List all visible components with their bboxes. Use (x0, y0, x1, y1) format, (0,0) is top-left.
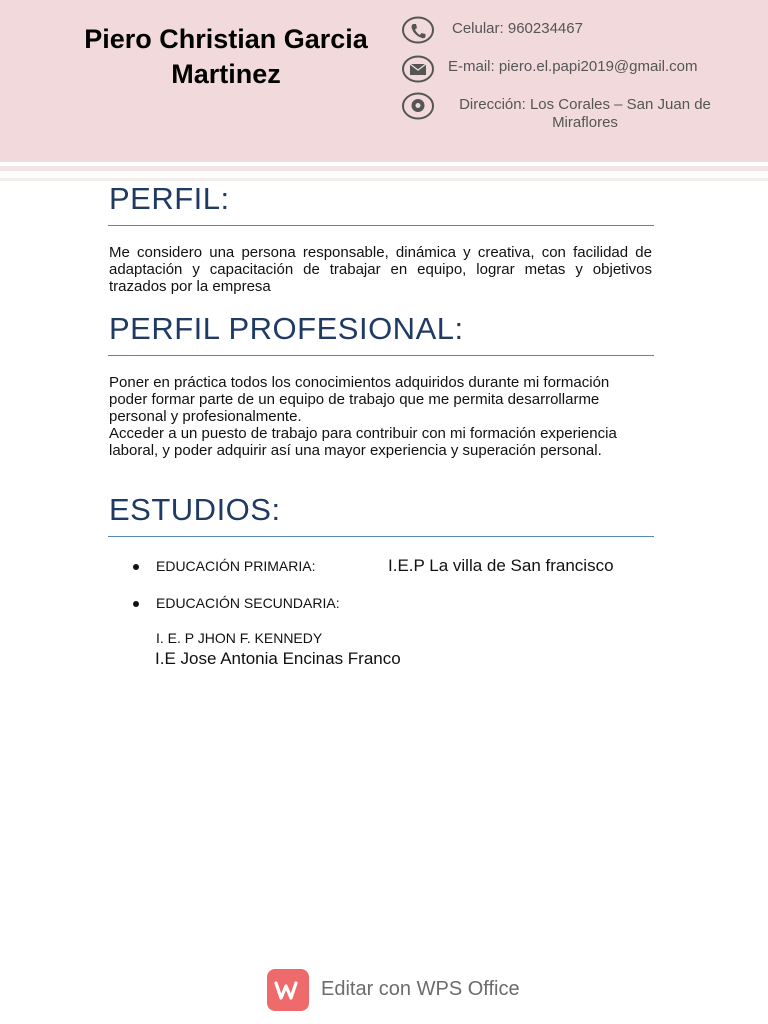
bullet-icon (133, 564, 139, 570)
section-rule (108, 355, 654, 356)
applicant-name (66, 22, 386, 92)
perfil-profesional-text (109, 374, 639, 459)
email-text: E-mail: piero.el.papi2019@gmail.com (448, 58, 698, 75)
education-secundaria-school-2: I.E Jose Antonia Encinas Franco (155, 649, 401, 668)
phone-icon (402, 16, 434, 44)
wps-edit-text: Editar con WPS Office (321, 978, 520, 1000)
section-title-perfil-profesional: PERFIL PROFESIONAL: (109, 311, 464, 346)
section-title-perfil: PERFIL: (109, 181, 230, 216)
name-line-1: Piero Christian Garcia (84, 24, 368, 54)
education-secundaria-label: EDUCACIÓN SECUNDARIA: (156, 595, 340, 611)
education-secundaria-school-1: I. E. P JHON F. KENNEDY (156, 630, 323, 646)
address-text: Dirección: Los Corales – San Juan de Miraflores (459, 96, 711, 131)
location-icon (402, 92, 434, 120)
section-rule (108, 225, 654, 226)
education-primaria-school: I.E.P La villa de San francisco (388, 556, 614, 575)
mail-icon (402, 55, 434, 83)
perfil-profesional-text-2: Acceder a un puesto de trabajo para contribuir con mi formación experiencia laboral, y poder adquirir así una mayor experiencia y superación personal. (109, 425, 617, 459)
wps-logo-icon (267, 969, 309, 1011)
divider-stripe (0, 166, 768, 171)
name-line-2: Martinez (171, 59, 281, 89)
education-primaria-label: EDUCACIÓN PRIMARIA: (156, 558, 316, 574)
bullet-icon (133, 601, 139, 607)
perfil-profesional-text-1: Poner en práctica todos los conocimientos adquiridos durante mi formación poder formar parte de un equipo de trabajo que me permita desarrollarme personal y profesionalmente. (109, 374, 610, 425)
phone-text: Celular: 960234467 (452, 20, 583, 37)
wps-edit-banner[interactable] (267, 969, 547, 1011)
section-rule (108, 536, 654, 537)
perfil-text: Me considero una persona responsable, dinámica y creativa, con facilidad de adaptación y capacitación de trabajar en equipo, lograr metas y objetivos trazados por la empresa (109, 244, 652, 295)
section-title-estudios: ESTUDIOS: (109, 492, 281, 527)
